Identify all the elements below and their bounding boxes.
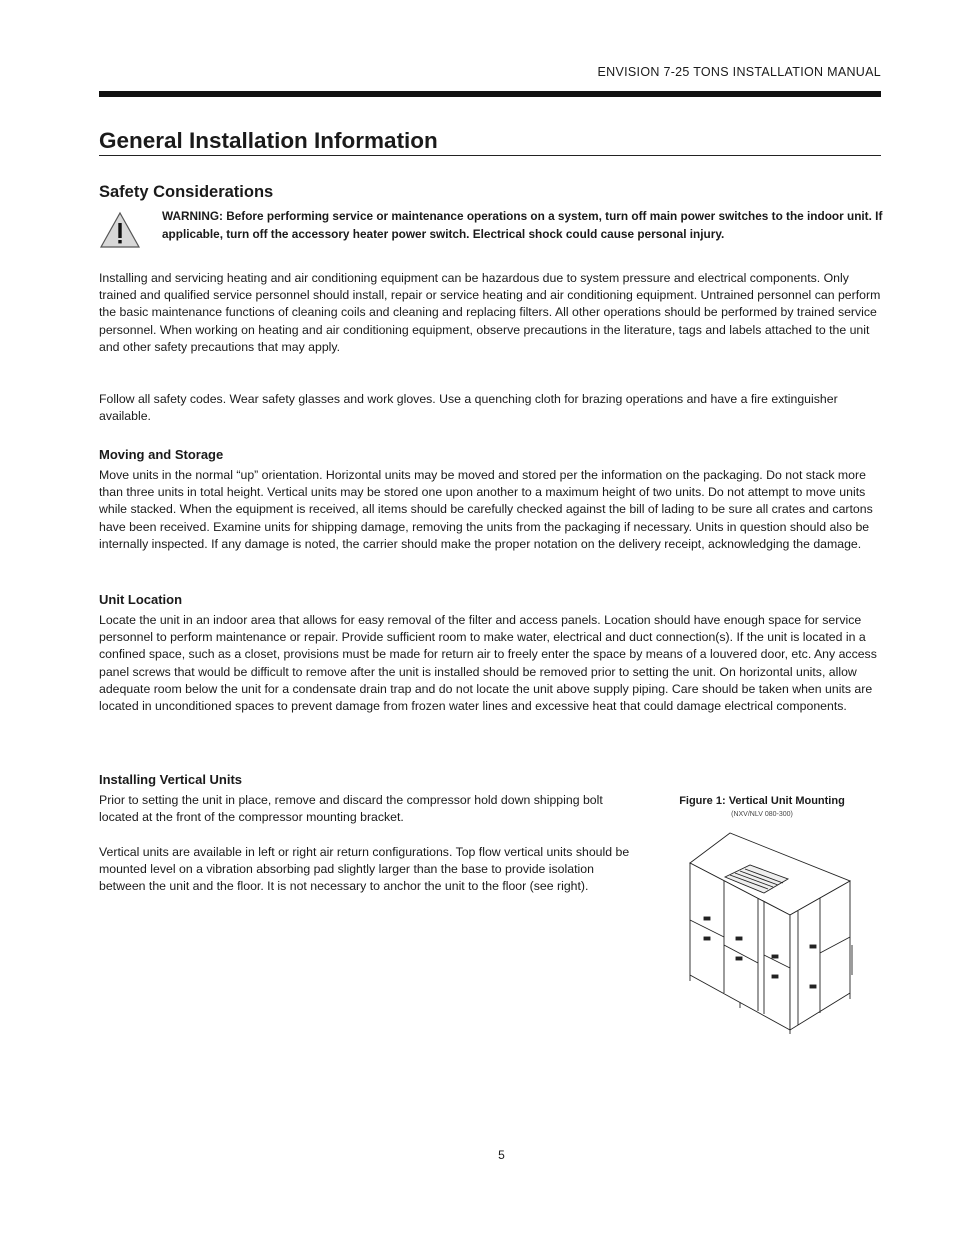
- safety-title: Safety Considerations: [99, 183, 274, 201]
- moving-title: Moving and Storage: [99, 447, 224, 462]
- vertical-unit-illustration: [680, 825, 860, 1035]
- header-rule: [99, 91, 881, 97]
- warning-icon: [99, 211, 141, 249]
- location-paragraph: Locate the unit in an indoor area that allows for easy removal of the filter and access panels. Location should have enough space for service personnel to perform maintenance or repair. Provide sufficient room to make water, electrical and duct connection(s). If the unit is located in a confined space, such as a closet, provisions must be made for return air to freely enter the space by means of a louvered door, etc. Any access panel screws that would be difficult to remove after the unit is installed should be removed prior to setting the unit. On horizontal units, allow adequate room below the unit for a condensate drain trap and do not locate the unit above supply piping. Care should be taken when units are located in unconditioned spaces to prevent damage from frozen water lines and excessive heat that could damage electrical components.: [99, 613, 877, 714]
- safety-paragraph-2: Follow all safety codes. Wear safety glasses and work gloves. Use a quenching cloth for brazing operations and have a fire extinguisher available.: [99, 392, 838, 424]
- page-number: 5: [498, 1148, 505, 1162]
- moving-paragraph: Move units in the normal “up” orientation. Horizontal units may be moved and stored per the information on the packaging. Do not stack more than three units in total height. Vertical units may be stored one upon another to a maximum height of two units. Do not attempt to move units while stacked. When the equipment is received, all items should be carefully checked against the bill of lading to be sure all crates and cartons have been received. Examine units for shipping damage, removing the units from the packaging if necessary. Units in question should also be internally inspected. If any damage is noted, the carrier should make the proper notation on the delivery receipt, acknowledging the damage.: [99, 468, 873, 551]
- vertical-paragraph-1: Prior to setting the unit in place, remove and discard the compressor hold down shipping bolt located at the front of the compressor mounting bracket.: [99, 793, 603, 825]
- location-title: Unit Location: [99, 592, 183, 607]
- figure-caption: Figure 1: Vertical Unit Mounting: [679, 795, 845, 807]
- warning-text: WARNING: Before performing service or maintenance operations on a system, turn off main power switches to the indoor unit. If applicable, turn off the accessory heater power switch. Electrical shock could cause personal injury.: [162, 209, 883, 241]
- vertical-title: Installing Vertical Units: [99, 772, 243, 787]
- figure-subcaption: (NXV/NLV 080-300): [731, 811, 793, 818]
- page-title: General Installation Information: [99, 128, 881, 156]
- vertical-paragraph-2: Vertical units are available in left or right air return configurations. Top flow vertical units should be mounted level on a vibration absorbing pad slightly larger than the base to provide isolation between the unit and the floor. It is not necessary to anchor the unit to the floor (see right).: [99, 845, 630, 894]
- manual-title: ENVISION 7-25 TONS INSTALLATION MANUAL: [597, 65, 881, 79]
- safety-paragraph-1: Installing and servicing heating and air conditioning equipment can be hazardous due to system pressure and electrical components. Only trained and qualified service personnel should install, repair or service heating and air conditioning equipment. Untrained personnel can perform the basic maintenance functions of cleaning coils and cleaning and replacing filters. All other operations should be performed by trained service personnel. When working on heating and air conditioning equipment, observe precautions in the literature, tags and labels attached to the unit and other safety precautions that may apply.: [99, 271, 881, 354]
